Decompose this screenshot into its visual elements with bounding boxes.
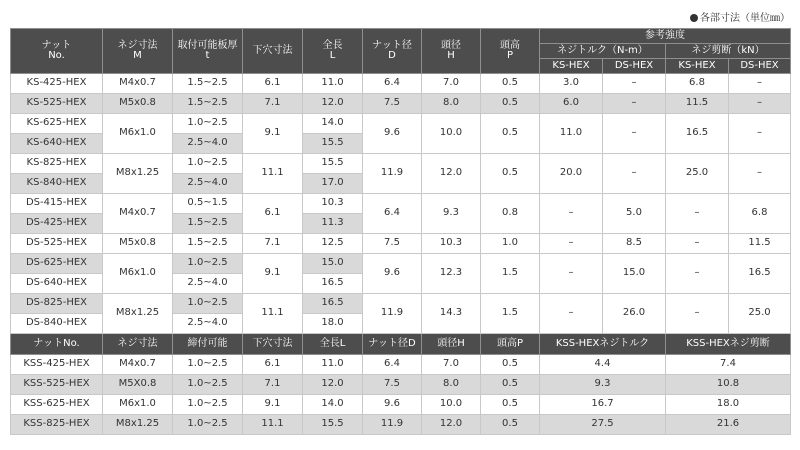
cell-head-height: 0.5 (481, 395, 540, 415)
header-label: ナット (41, 39, 72, 51)
cell-torque-ks: – (540, 294, 603, 334)
cell-grip: 1.0~2.5 (173, 254, 243, 274)
table-row (11, 194, 791, 214)
cell-grip: 1.5~2.5 (173, 94, 243, 114)
cell-shear-ds: – (729, 154, 791, 194)
cell-thread: M6x1.0 (103, 254, 173, 294)
cell-torque-ks: 11.0 (540, 114, 603, 154)
col-nut-dia (363, 29, 422, 74)
cell-head-dia: 10.3 (422, 234, 481, 254)
cell-kss-torque: 16.7 (540, 395, 666, 415)
col-kss-shear: KSS-HEXネジ剪断 (666, 334, 791, 355)
cell-nut-dia: 7.5 (363, 94, 422, 114)
cell-hole: 11.1 (243, 294, 303, 334)
table-row (11, 94, 791, 114)
table-row (11, 234, 791, 254)
cell-shear-ds: – (729, 74, 791, 94)
cell-length: 16.5 (303, 274, 363, 294)
header-label: 全長 (322, 39, 343, 51)
cell-head-dia: 7.0 (422, 355, 481, 375)
cell-thread: M6x1.0 (103, 395, 173, 415)
cell-nut-dia: 6.4 (363, 355, 422, 375)
col-torque: ネジトルク（N-m） (540, 44, 666, 59)
header-label: 頭径 (441, 39, 461, 51)
cell-thread: M4x0.7 (103, 194, 173, 234)
cell-length: 14.0 (303, 395, 363, 415)
cell-shear-ks: 11.5 (666, 94, 729, 114)
header-label: 取付可能板厚 (177, 39, 238, 51)
cell-torque-ds: 8.5 (603, 234, 666, 254)
header-label: L (329, 50, 336, 61)
cell-nut-dia: 7.5 (363, 234, 422, 254)
col-hole: 下穴寸法 (243, 29, 303, 74)
cell-hole: 11.1 (243, 154, 303, 194)
col-head-height (481, 29, 540, 74)
cell-nut-no: KSS-525-HEX (11, 375, 103, 395)
cell-hole: 6.1 (243, 74, 303, 94)
cell-nut-no: KS-840-HEX (11, 174, 103, 194)
cell-head-height: 0.5 (481, 355, 540, 375)
cell-length: 16.5 (303, 294, 363, 314)
cell-grip: 2.5~4.0 (173, 274, 243, 294)
cell-length: 17.0 (303, 174, 363, 194)
cell-nut-no: DS-625-HEX (11, 254, 103, 274)
cell-shear-ds: 6.8 (729, 194, 791, 234)
cell-length: 15.5 (303, 415, 363, 435)
cell-thread: M8x1.25 (103, 154, 173, 194)
cell-kss-shear: 10.8 (666, 375, 791, 395)
cell-length: 14.0 (303, 114, 363, 134)
cell-hole: 7.1 (243, 375, 303, 395)
cell-nut-dia: 6.4 (363, 74, 422, 94)
cell-grip: 2.5~4.0 (173, 134, 243, 154)
header-label: 頭高 (500, 39, 520, 51)
cell-torque-ds: 26.0 (603, 294, 666, 334)
header-label: P (506, 50, 514, 61)
cell-grip: 2.5~4.0 (173, 314, 243, 334)
col-torque-ds: DS-HEX (603, 59, 666, 74)
cell-torque-ds: – (603, 114, 666, 154)
col-kss-length: 全長L (303, 334, 363, 355)
cell-head-height: 0.5 (481, 94, 540, 114)
col-length (303, 29, 363, 74)
cell-torque-ds: 5.0 (603, 194, 666, 234)
cell-head-dia: 12.0 (422, 154, 481, 194)
col-kss-hole: 下穴寸法 (243, 334, 303, 355)
cell-length: 15.0 (303, 254, 363, 274)
col-kss-head-dia: 頭径H (422, 334, 481, 355)
header-label: ナット径 (372, 39, 412, 51)
cell-hole: 9.1 (243, 254, 303, 294)
cell-torque-ks: 6.0 (540, 94, 603, 114)
cell-grip: 1.0~2.5 (173, 395, 243, 415)
cell-torque-ds: – (603, 154, 666, 194)
table-row (11, 375, 791, 395)
cell-head-height: 1.0 (481, 234, 540, 254)
cell-grip: 1.5~2.5 (173, 234, 243, 254)
unit-note-text: 各部寸法（単位㎜） (700, 13, 790, 24)
cell-nut-dia: 11.9 (363, 294, 422, 334)
bullet-icon (690, 14, 698, 22)
cell-torque-ks: – (540, 234, 603, 254)
header-label: ネジ寸法 (117, 39, 158, 51)
cell-shear-ks: – (666, 254, 729, 294)
table-row (11, 294, 791, 314)
cell-length: 15.5 (303, 154, 363, 174)
table-row (11, 154, 791, 174)
cell-shear-ks: – (666, 194, 729, 234)
col-kss-nut-dia: ナット径D (363, 334, 422, 355)
cell-nut-dia: 7.5 (363, 375, 422, 395)
cell-head-dia: 7.0 (422, 74, 481, 94)
cell-shear-ds: 25.0 (729, 294, 791, 334)
col-shear: ネジ剪断（kN） (666, 44, 791, 59)
header-label: No. (48, 50, 65, 61)
cell-nut-no: KSS-825-HEX (11, 415, 103, 435)
table-row (11, 254, 791, 274)
cell-nut-dia: 9.6 (363, 254, 422, 294)
cell-grip: 2.5~4.0 (173, 174, 243, 194)
table-row (11, 74, 791, 94)
cell-kss-shear: 18.0 (666, 395, 791, 415)
col-strength: 参考強度 (540, 29, 791, 44)
cell-nut-dia: 9.6 (363, 395, 422, 415)
table-row (11, 415, 791, 435)
cell-torque-ds: – (603, 94, 666, 114)
col-kss-torque: KSS-HEXネジトルク (540, 334, 666, 355)
cell-nut-no: DS-825-HEX (11, 294, 103, 314)
cell-torque-ks: – (540, 194, 603, 234)
header-row-1 (11, 29, 791, 44)
cell-grip: 1.0~2.5 (173, 375, 243, 395)
cell-hole: 7.1 (243, 234, 303, 254)
col-shear-ds: DS-HEX (729, 59, 791, 74)
cell-head-height: 1.5 (481, 294, 540, 334)
cell-torque-ks: 20.0 (540, 154, 603, 194)
cell-head-dia: 9.3 (422, 194, 481, 234)
table-row (11, 114, 791, 134)
cell-nut-no: KS-625-HEX (11, 114, 103, 134)
cell-nut-dia: 6.4 (363, 194, 422, 234)
cell-shear-ks: 16.5 (666, 114, 729, 154)
cell-length: 11.3 (303, 214, 363, 234)
cell-nut-dia: 9.6 (363, 114, 422, 154)
cell-length: 10.3 (303, 194, 363, 214)
cell-length: 18.0 (303, 314, 363, 334)
cell-nut-no: KS-825-HEX (11, 154, 103, 174)
cell-hole: 11.1 (243, 415, 303, 435)
table-row (11, 395, 791, 415)
cell-nut-dia: 11.9 (363, 154, 422, 194)
cell-thread: M8x1.25 (103, 415, 173, 435)
cell-kss-torque: 4.4 (540, 355, 666, 375)
cell-thread: M4x0.7 (103, 74, 173, 94)
cell-torque-ks: 3.0 (540, 74, 603, 94)
cell-nut-no: DS-840-HEX (11, 314, 103, 334)
cell-thread: M4x0.7 (103, 355, 173, 375)
cell-shear-ks: – (666, 234, 729, 254)
cell-nut-no: DS-425-HEX (11, 214, 103, 234)
cell-head-height: 0.5 (481, 74, 540, 94)
cell-nut-no: KS-525-HEX (11, 94, 103, 114)
cell-shear-ds: 16.5 (729, 254, 791, 294)
col-kss-thread: ネジ寸法 (103, 334, 173, 355)
cell-grip: 1.0~2.5 (173, 114, 243, 134)
col-kss-grip: 締付可能 (173, 334, 243, 355)
cell-grip: 1.0~2.5 (173, 294, 243, 314)
cell-grip: 1.0~2.5 (173, 415, 243, 435)
cell-nut-no: KS-640-HEX (11, 134, 103, 154)
cell-thread: M5X0.8 (103, 375, 173, 395)
cell-hole: 6.1 (243, 194, 303, 234)
cell-torque-ds: – (603, 74, 666, 94)
cell-nut-no: DS-415-HEX (11, 194, 103, 214)
col-torque-ks: KS-HEX (540, 59, 603, 74)
cell-hole: 9.1 (243, 395, 303, 415)
cell-nut-no: KS-425-HEX (11, 74, 103, 94)
cell-grip: 1.0~2.5 (173, 154, 243, 174)
cell-hole: 6.1 (243, 355, 303, 375)
cell-nut-no: DS-525-HEX (11, 234, 103, 254)
cell-shear-ds: – (729, 114, 791, 154)
cell-nut-no: DS-640-HEX (11, 274, 103, 294)
cell-thread: M6x1.0 (103, 114, 173, 154)
spec-table (10, 28, 791, 435)
cell-head-height: 0.5 (481, 415, 540, 435)
cell-kss-torque: 9.3 (540, 375, 666, 395)
cell-thread: M8x1.25 (103, 294, 173, 334)
cell-grip: 0.5~1.5 (173, 194, 243, 214)
cell-torque-ds: 15.0 (603, 254, 666, 294)
cell-hole: 9.1 (243, 114, 303, 154)
header-label: H (447, 50, 455, 61)
cell-hole: 7.1 (243, 94, 303, 114)
cell-length: 15.5 (303, 134, 363, 154)
header-row-kss (11, 334, 791, 355)
table-row (11, 355, 791, 375)
header-label: t (205, 50, 210, 61)
cell-head-dia: 14.3 (422, 294, 481, 334)
cell-nut-dia: 11.9 (363, 415, 422, 435)
cell-kss-torque: 27.5 (540, 415, 666, 435)
unit-note (690, 9, 790, 24)
col-kss-head-height: 頭高P (481, 334, 540, 355)
cell-shear-ks: 25.0 (666, 154, 729, 194)
cell-kss-shear: 21.6 (666, 415, 791, 435)
cell-length: 12.5 (303, 234, 363, 254)
cell-head-height: 0.8 (481, 194, 540, 234)
cell-shear-ds: 11.5 (729, 234, 791, 254)
cell-head-dia: 10.0 (422, 114, 481, 154)
cell-head-dia: 12.0 (422, 415, 481, 435)
col-grip (173, 29, 243, 74)
cell-shear-ds: – (729, 94, 791, 114)
cell-head-dia: 12.3 (422, 254, 481, 294)
cell-head-dia: 10.0 (422, 395, 481, 415)
header-label: M (133, 50, 142, 61)
cell-shear-ks: 6.8 (666, 74, 729, 94)
cell-head-height: 0.5 (481, 114, 540, 154)
cell-length: 11.0 (303, 74, 363, 94)
cell-grip: 1.5~2.5 (173, 74, 243, 94)
cell-head-height: 0.5 (481, 154, 540, 194)
cell-nut-no: KSS-625-HEX (11, 395, 103, 415)
cell-head-dia: 8.0 (422, 94, 481, 114)
cell-head-height: 0.5 (481, 375, 540, 395)
col-head-dia (422, 29, 481, 74)
cell-length: 11.0 (303, 355, 363, 375)
cell-nut-no: KSS-425-HEX (11, 355, 103, 375)
header-label: D (388, 50, 396, 61)
cell-thread: M5x0.8 (103, 234, 173, 254)
cell-kss-shear: 7.4 (666, 355, 791, 375)
cell-grip: 1.5~2.5 (173, 214, 243, 234)
col-thread (103, 29, 173, 74)
cell-head-height: 1.5 (481, 254, 540, 294)
cell-length: 12.0 (303, 94, 363, 114)
cell-head-dia: 8.0 (422, 375, 481, 395)
cell-thread: M5x0.8 (103, 94, 173, 114)
col-nut-no (11, 29, 103, 74)
col-kss-nut-no: ナットNo. (11, 334, 103, 355)
cell-length: 12.0 (303, 375, 363, 395)
cell-grip: 1.0~2.5 (173, 355, 243, 375)
col-shear-ks: KS-HEX (666, 59, 729, 74)
cell-torque-ks: – (540, 254, 603, 294)
cell-shear-ks: – (666, 294, 729, 334)
